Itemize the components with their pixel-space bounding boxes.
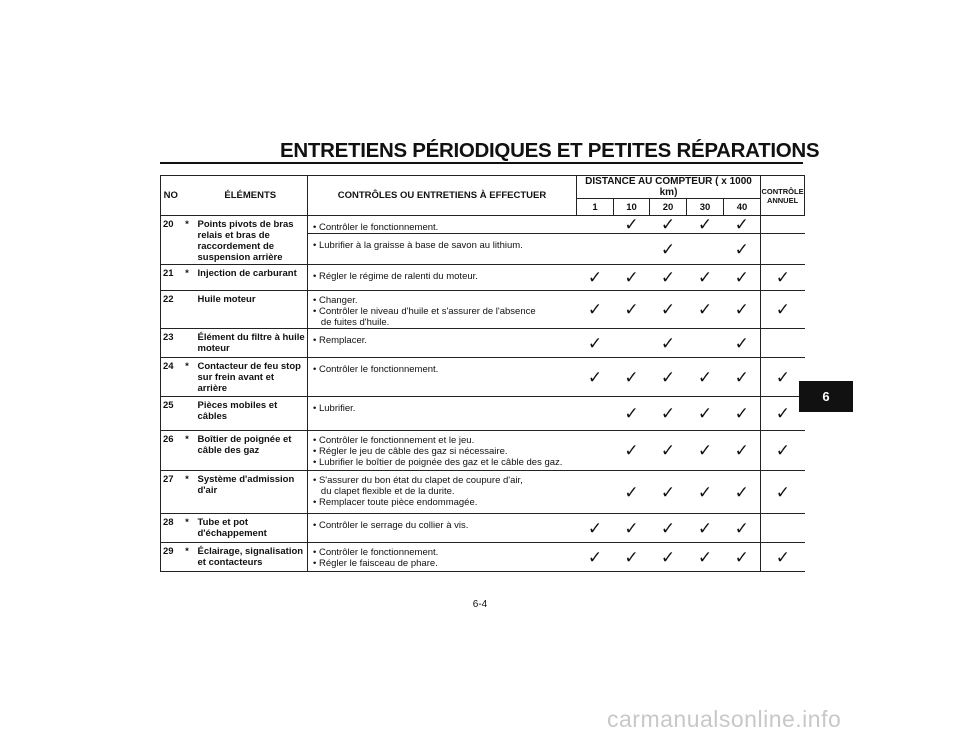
check-mark-icon: ✓ [650,397,687,431]
check-mark-icon: ✓ [761,471,805,514]
header-elements: ÉLÉMENTS [194,176,308,216]
row-element: Élément du filtre à huile moteur [194,329,308,358]
check-mark-icon: ✓ [614,216,650,234]
check-mark-icon: ✓ [577,543,614,572]
check-mark-icon: ✓ [614,358,650,397]
row-element: Injection de carburant [194,265,308,291]
row-operation [308,358,577,397]
row-number: 22 [161,291,181,329]
row-star: * [181,265,194,291]
row-element: Éclairage, signalisation et contacteurs [194,543,308,572]
row-number: 27 [161,471,181,514]
row-number: 29 [161,543,181,572]
check-mark-icon: ✓ [724,514,761,543]
header-annual: CONTRÔLE ANNUEL [761,176,805,216]
check-mark-icon: ✓ [724,543,761,572]
row-star: * [181,216,194,265]
row-number: 26 [161,431,181,471]
check-mark-icon: ✓ [614,543,650,572]
check-mark-icon: ✓ [650,265,687,291]
check-mark-icon: ✓ [614,397,650,431]
check-mark-icon: ✓ [687,543,724,572]
empty-check-cell [761,216,805,234]
check-mark-icon: ✓ [724,291,761,329]
check-mark-icon: ✓ [687,431,724,471]
check-mark-icon: ✓ [687,397,724,431]
empty-check-cell [761,329,805,358]
row-star: * [181,514,194,543]
operation-line: • Contrôler le fonctionnement. [313,364,439,375]
row-star: * [181,471,194,514]
chapter-tab[interactable]: 6 [799,381,853,412]
check-mark-icon: ✓ [724,265,761,291]
operation-line: • Lubrifier le boîtier de poignée des gaz et le câble des gaz. [313,457,563,468]
check-mark-icon: ✓ [650,514,687,543]
row-number: 20 [161,216,181,265]
operation-line: • Régler le faisceau de phare. [313,558,438,569]
empty-check-cell [761,514,805,543]
row-operation [308,265,577,291]
row-element: Tube et pot d'échappement [194,514,308,543]
check-mark-icon: ✓ [577,265,614,291]
row-star [181,329,194,358]
header-distance: DISTANCE AU COMPTEUR ( x 1000 km) [577,176,761,199]
check-mark-icon: ✓ [687,471,724,514]
operation-line: de fuites d'huile. [313,317,390,328]
empty-check-cell [614,329,650,358]
check-mark-icon: ✓ [577,291,614,329]
check-mark-icon: ✓ [687,358,724,397]
check-mark-icon: ✓ [761,291,805,329]
operation-line: • Remplacer toute pièce endommagée. [313,497,478,508]
check-mark-icon: ✓ [724,234,761,265]
operation-line: • S'assurer du bon état du clapet de coupure d'air, [313,475,523,486]
row-number: 24 [161,358,181,397]
check-mark-icon: ✓ [761,265,805,291]
row-star: * [181,358,194,397]
header-km-20: 20 [650,199,687,216]
check-mark-icon: ✓ [687,265,724,291]
row-operation [308,397,577,431]
operation-line: • Contrôler le fonctionnement. [313,547,439,558]
check-mark-icon: ✓ [761,431,805,471]
check-mark-icon: ✓ [724,471,761,514]
empty-check-cell [577,234,614,265]
header-km-30: 30 [687,199,724,216]
operation-line: • Contrôler le niveau d'huile et s'assurer de l'absence [313,306,536,317]
watermark: carmanualsonline.info [607,706,842,732]
operation-line: • Remplacer. [313,335,368,346]
row-element: Points pivots de bras relais et bras de raccordement de suspension arrière [194,216,308,265]
row-number: 23 [161,329,181,358]
table-row [161,358,805,397]
page-title: ENTRETIENS PÉRIODIQUES ET PETITES RÉPARATIONS [280,139,820,162]
check-mark-icon: ✓ [614,471,650,514]
operation-line: • Changer. [313,295,358,306]
check-mark-icon: ✓ [614,291,650,329]
table-row [161,514,805,543]
check-mark-icon: ✓ [577,514,614,543]
check-mark-icon: ✓ [687,216,724,234]
check-mark-icon: ✓ [687,291,724,329]
check-mark-icon: ✓ [724,431,761,471]
row-element: Boîtier de poignée et câble des gaz [194,431,308,471]
row-operation [308,329,577,358]
check-mark-icon: ✓ [724,216,761,234]
check-mark-icon: ✓ [650,216,687,234]
operation-line: • Lubrifier à la graisse à base de savon au lithium. [313,240,523,251]
table-row [161,431,805,471]
row-operation [308,234,577,265]
row-operation [308,543,577,572]
check-mark-icon: ✓ [650,471,687,514]
empty-check-cell [577,431,614,471]
table-row [161,265,805,291]
operation-line: du clapet flexible et de la durite. [313,486,455,497]
check-mark-icon: ✓ [650,291,687,329]
row-star: * [181,431,194,471]
check-mark-icon: ✓ [650,431,687,471]
table-row [161,291,805,329]
empty-check-cell [687,234,724,265]
empty-check-cell [577,397,614,431]
empty-check-cell [614,234,650,265]
check-mark-icon: ✓ [761,358,805,397]
row-operation [308,514,577,543]
check-mark-icon: ✓ [577,329,614,358]
check-mark-icon: ✓ [761,397,805,431]
maintenance-table [160,175,805,572]
row-operation [308,291,577,329]
header-km-40: 40 [724,199,761,216]
check-mark-icon: ✓ [761,543,805,572]
row-element: Contacteur de feu stop sur frein avant et arrière [194,358,308,397]
row-number: 21 [161,265,181,291]
operation-line: • Contrôler le fonctionnement. [313,222,439,233]
operation-line: • Contrôler le serrage du collier à vis. [313,520,469,531]
check-mark-icon: ✓ [650,358,687,397]
header-operations: CONTRÔLES OU ENTRETIENS À EFFECTUER [308,176,577,216]
row-operation [308,471,577,514]
check-mark-icon: ✓ [614,514,650,543]
row-element: Huile moteur [194,291,308,329]
table-row [161,397,805,431]
table-row [161,216,805,234]
empty-check-cell [687,329,724,358]
row-element: Pièces mobiles et câbles [194,397,308,431]
row-operation [308,216,577,234]
title-rule [160,162,803,164]
table-row [161,543,805,572]
check-mark-icon: ✓ [650,329,687,358]
check-mark-icon: ✓ [724,397,761,431]
check-mark-icon: ✓ [650,234,687,265]
check-mark-icon: ✓ [614,431,650,471]
check-mark-icon: ✓ [577,358,614,397]
table-row [161,329,805,358]
row-star [181,397,194,431]
empty-check-cell [761,234,805,265]
row-number: 25 [161,397,181,431]
row-star: * [181,543,194,572]
row-star [181,291,194,329]
header-no: NO [161,176,181,216]
check-mark-icon: ✓ [687,514,724,543]
header-km-10: 10 [614,199,650,216]
check-mark-icon: ✓ [724,358,761,397]
operation-line: • Lubrifier. [313,403,356,414]
header-km-1: 1 [577,199,614,216]
check-mark-icon: ✓ [724,329,761,358]
empty-check-cell [577,471,614,514]
page-number: 6-4 [472,599,488,610]
operation-line: • Régler le jeu de câble des gaz si nécessaire. [313,446,508,457]
empty-check-cell [577,216,614,234]
operation-line: • Régler le régime de ralenti du moteur. [313,271,478,282]
operation-line: • Contrôler le fonctionnement et le jeu. [313,435,475,446]
row-operation [308,431,577,471]
table-row [161,471,805,514]
check-mark-icon: ✓ [650,543,687,572]
row-number: 28 [161,514,181,543]
row-element: Système d'admission d'air [194,471,308,514]
check-mark-icon: ✓ [614,265,650,291]
